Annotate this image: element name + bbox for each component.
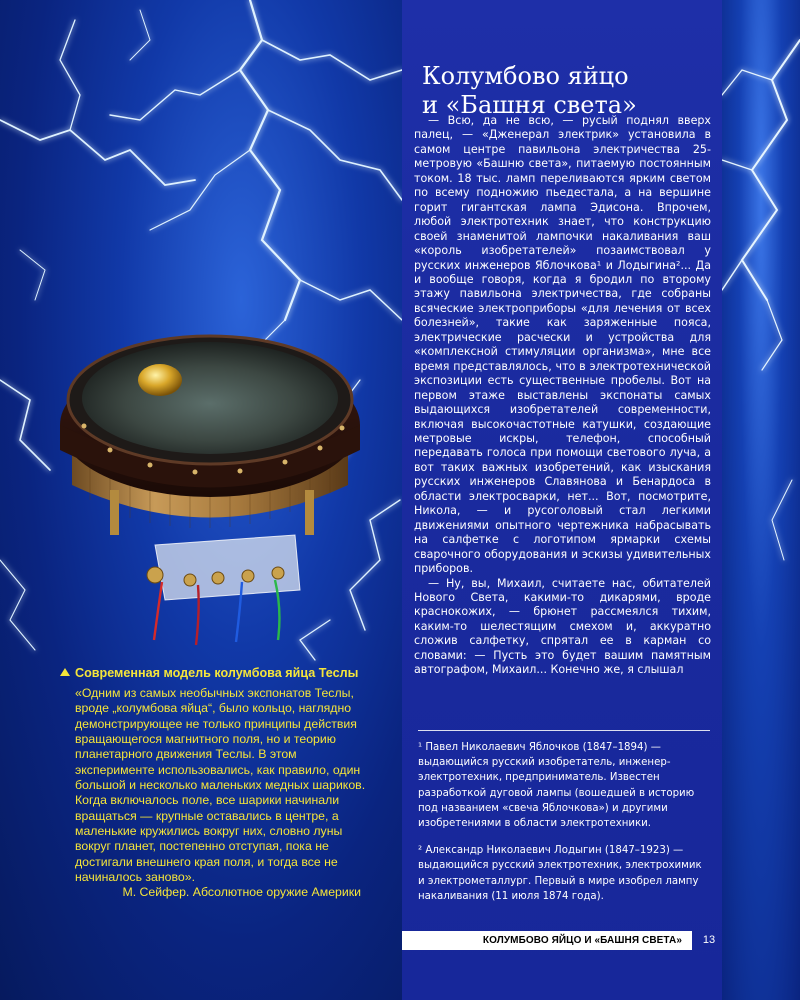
- page-number: 13: [702, 934, 716, 946]
- triangle-up-icon: [60, 668, 70, 676]
- article-body: [414, 114, 711, 678]
- footnotes: [418, 740, 710, 916]
- article-title: [422, 62, 712, 120]
- running-head-strip: [402, 931, 692, 950]
- footnote-divider: [418, 730, 710, 731]
- footnote-1: ¹ Павел Николаевич Яблочков (1847–1894) — выдающийся русский изобретатель, инженер-электротехник, предприниматель. Известен разработкой дуговой лампы (вошедшей в историю под названием «свеча Яблочкова») и другими изобретениями в области электротехники.: [418, 742, 695, 830]
- columbus-egg-device-image: [50, 300, 370, 660]
- caption-quote-block: [75, 686, 375, 901]
- lightning-background-right: [722, 0, 800, 1000]
- running-head: КОЛУМБОВО ЯЙЦО И «БАШНЯ СВЕТА»: [482, 935, 682, 946]
- article-paragraph: — Ну, вы, Михаил, считаете нас, обитателей Нового Света, какими-то дикарями, вроде краснокожих, — брюнет рассмеялся тихим, каким-то шелестящим смехом и, аккуратно сложив салфетку, спрятал ее в карман со словами: — Пусть это будет вашим памятным автографом, Михаил... Конечно же, я слышал: [414, 576, 711, 677]
- lightning-bolts-right: [722, 0, 800, 1000]
- caption-attribution: М. Сейфер. Абсолютное оружие Америки: [122, 885, 361, 900]
- caption-quote-text: «Одним из самых необычных экспонатов Теслы, вроде „колумбова яйца“, было кольцо, наглядно демонстрирующее не только принципы действия вращающегося магнитного поля, но и теорию планетарного движения Теслы. В этом эксперименте использовались, как правило, один большой и несколько маленьких медных шариков. Когда включалось поле, все шарики начинали вращаться — крупные оставались в центре, а маленькие кружились вокруг них, словно луны вокруг планет, постепенно отступая, пока не достигали внешнего края поля, и тогда все не начиналось заново».: [75, 686, 366, 885]
- footnote-2: ² Александр Николаевич Лодыгин (1847–1923) — выдающийся русский электротехник, электрохимик и электрометаллург. Первый в мире изобрел лампу накаливания (11 июля 1874 года).: [418, 845, 702, 902]
- article-title-line2: и «Башня света»: [422, 91, 637, 119]
- caption-heading-text: Современная модель колумбова яйца Теслы: [75, 666, 359, 680]
- image-caption-heading: [60, 665, 390, 681]
- article-paragraph: — Всю, да не всю, — русый поднял вверх палец, — «Дженерал электрик» установила в самом центре павильона электричества 25-метровую «Башню света», питаемую постоянным током. 18 тыс. ламп переливаются ярким светом по всему подножию пьедестала, а на вершине горит гигантская лампа Эдисона. Впрочем, любой электротехник знает, что конструкцию своей знаменитой лампочки накаливания ваш «король изобретателей» позаимствовал у русских инженеров Яблочкова¹ и Лодыгина²... Да и вообще говоря, когда я бродил по второму этажу павильона электричества, где собраны всяческие электроприборы «для лечения от всех болезней», такие как заряженные пояса, электрические расчески и устройства для «комплексной стимуляции организма», мне все время представлялось, что в электротехнической экспозиции есть существенные пробелы. Вот на первом этаже выставлены экспонаты самых выдающихся изобретателей современности, включая высокочастотные катушки, создающие метровые искры, телефон, способный передавать голоса при помощи светового луча, а вот таких важных изобретений, как изыскания русских инженеров Славянова и Бенардоса в области электросварки, нет... Вот, посмотрите, Никола, — и русоголовый стал легкими движениями опытного чертежника набрасывать на салфетке с логотипом ярмарки схемы сварочного оборудования и эскизы удивительных приборов.: [414, 114, 711, 576]
- article-title-line1: Колумбово яйцо: [422, 62, 629, 90]
